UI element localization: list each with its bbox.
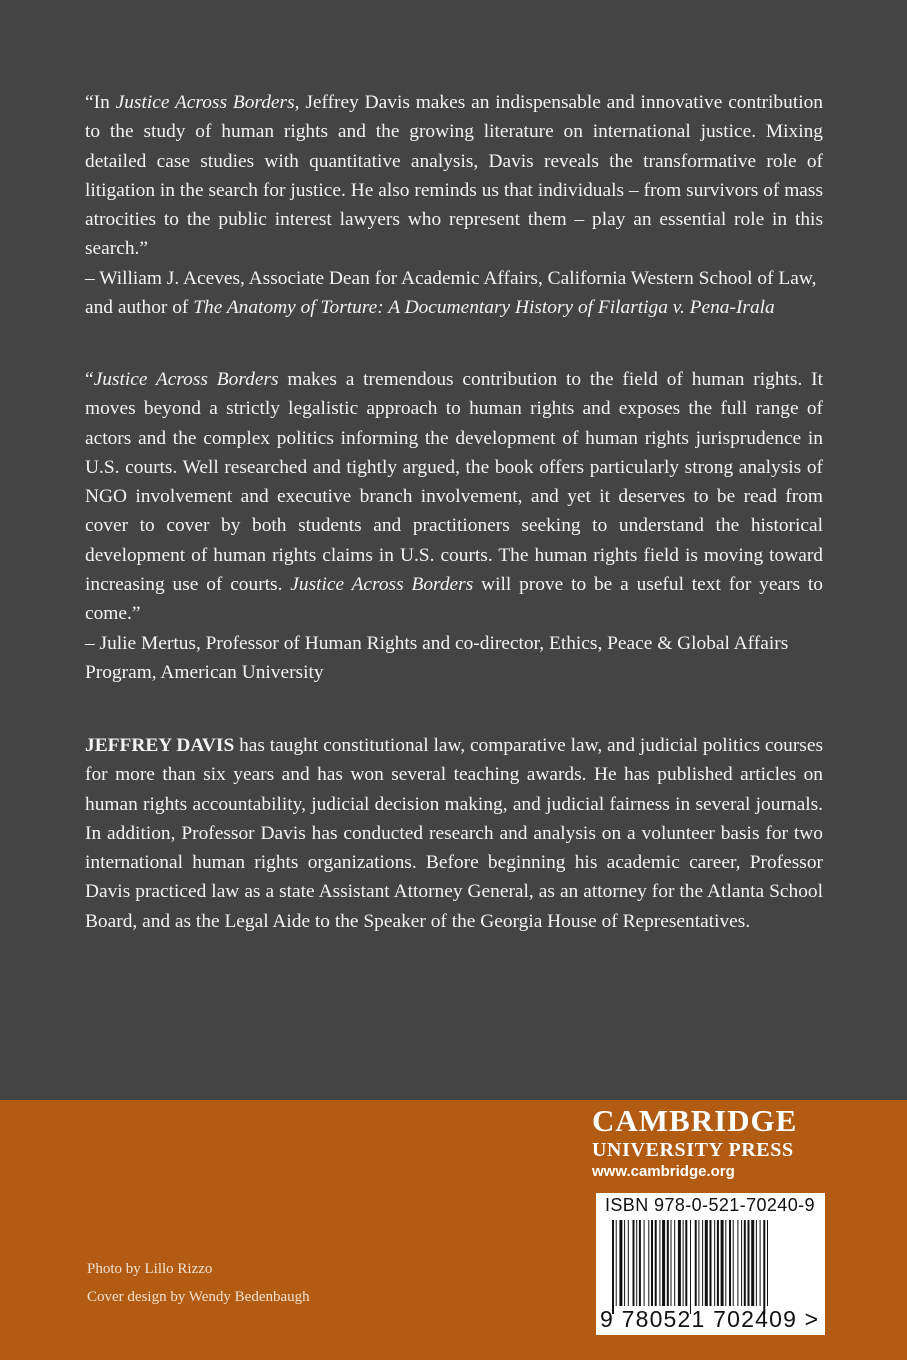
barcode-guard-bar [612, 1220, 614, 1314]
publisher-name: CAMBRIDGE [592, 1103, 798, 1138]
barcode-bar [624, 1220, 625, 1306]
barcode-bar [685, 1220, 687, 1306]
endorsement-quote-1 [85, 88, 823, 322]
barcode-bar [705, 1220, 708, 1306]
barcode-bar [639, 1220, 641, 1306]
barcode-bar [756, 1220, 757, 1306]
barcode-bar [674, 1220, 675, 1306]
barcode-bar [748, 1220, 750, 1306]
barcode-bar [678, 1220, 681, 1306]
author-bio-body: has taught constitutional law, comparative law, and judicial politics courses for more than six years and has won several teaching awards. He has published articles on human rights accountability, judicial decision making, and judicial fairness in several journals. In addition, Professor Davis has conducted research and analysis on a volunteer basis for two international human rights organizations. Before beginning his academic career, Professor Davis practiced law as a state Assistant Attorney General, as an attorney for the Atlanta School Board, and as the Legal Aide to the Speaker of the Georgia House of Representatives. [85, 735, 823, 932]
barcode-bar [683, 1220, 684, 1306]
isbn-barcode [596, 1193, 825, 1335]
quote-2-book-title-2: Justice Across Borders [290, 574, 474, 596]
barcode-bar [695, 1220, 697, 1306]
quote-1-attribution: – William J. Aceves, Associate Dean for Academic Affairs, California Western School of Law, and author of The Anatomy of Torture: A Documentary History of Filartiga v. Pena-Irala [85, 267, 817, 319]
author-name: JEFFREY DAVIS [85, 735, 235, 756]
barcode-bar [633, 1220, 635, 1306]
barcode-bar [741, 1220, 742, 1306]
barcode-bar [659, 1220, 660, 1306]
barcode-guard-bar [690, 1220, 691, 1314]
quote-2-body: makes a tremendous contribution to the field of human rights. It moves beyond a strictly legalistic approach to human rights and exposes the full range of actors and the complex politics informing the development of human rights jurisprudence in U.S. courts. Well researched and tightly argued, the book offers particularly strong analysis of NGO involvement and executive branch involvement, and yet it deserves to be read from cover to cover by both students and practitioners seeking to understand the historical development of human rights claims in U.S. courts. The human rights field is moving toward increasing use of courts. [85, 369, 823, 596]
quote-2-text: “Justice Across Borders makes a tremendous contribution to the field of human rights. It moves beyond a strictly legalistic approach to human rights and exposes the full range of actors and the complex politics informing the development of human rights jurisprudence in U.S. courts. Well researched and tightly argued, the book offers particularly strong analysis of NGO involvement and executive branch involvement, and yet it deserves to be read from cover to cover by both students and practitioners seeking to understand the historical development of human rights claims in U.S. courts. The human rights field is moving toward increasing use of courts. Justice Across Borders will prove to be a useful text for years to come.” [85, 369, 823, 625]
publisher-logo [592, 1103, 824, 1183]
barcode-bar [698, 1220, 699, 1306]
design-credit: Cover design by Wendy Bedenbaugh [87, 1289, 310, 1305]
quote-2-book-title: Justice Across Borders [93, 369, 279, 390]
barcode-bar [751, 1220, 754, 1306]
barcode-bar [737, 1220, 738, 1306]
barcode-bar [648, 1220, 649, 1306]
barcode-bar [721, 1220, 724, 1306]
barcode-bar [733, 1220, 734, 1306]
barcode-guard-bar [763, 1220, 765, 1314]
barcode-bar [767, 1220, 768, 1306]
publisher-url: www.cambridge.org [592, 1163, 735, 1180]
endorsement-quote-2 [85, 365, 823, 687]
barcode-bar [725, 1220, 726, 1306]
barcode-bar [702, 1220, 703, 1306]
barcode-bar [628, 1220, 629, 1306]
barcode-bar [662, 1220, 665, 1306]
isbn-label: ISBN 978-0-521-70240-9 [605, 1195, 815, 1215]
barcode-bar [710, 1220, 712, 1306]
barcode-bar [619, 1220, 622, 1306]
barcode-bar [655, 1220, 657, 1306]
author-bio-text [85, 731, 823, 936]
barcode-bar [744, 1220, 746, 1306]
barcode-bar [760, 1220, 761, 1306]
ean-digits: 9 780521 702409 > [600, 1306, 820, 1332]
author-bio [85, 731, 823, 936]
barcode-bar [644, 1220, 645, 1306]
barcode-bar [714, 1220, 715, 1306]
quote-2-attribution: – Julie Mertus, Professor of Human Rights and co-director, Ethics, Peace & Global Affairs Program, American University [85, 632, 789, 683]
barcode-bar [616, 1220, 617, 1306]
quote-1-attribution-title: The Anatomy of Torture: A Documentary History of Filartiga v. Pena-Irala [193, 297, 775, 319]
barcode-bar [671, 1220, 672, 1306]
barcode-bar [636, 1220, 637, 1306]
barcode-bar [667, 1220, 669, 1306]
quote-2-body-2: will prove to be a useful text for years to come.” [85, 574, 823, 625]
barcode-bar [651, 1220, 653, 1306]
cover-credits [87, 1255, 310, 1311]
quote-1-text: “In Justice Across Borders, Jeffrey Davis makes an indispensable and innovative contribution to the study of human rights and the growing literature on international justice. Mixing detailed case studies with quantitative analysis, Davis reveals the transformative role of litigation in the search for justice. He also reminds us that individuals – from survivors of mass atrocities to the public interest lawyers who represent them – play an essential role in this search.” [85, 92, 823, 260]
barcode-bar [717, 1220, 719, 1306]
quote-1-book-title: Justice Across Borders [115, 92, 295, 113]
photo-credit: Photo by Lillo Rizzo [87, 1261, 213, 1277]
publisher-subtitle: UNIVERSITY PRESS [592, 1139, 794, 1161]
barcode-bar [729, 1220, 731, 1306]
quote-1-body: , Jeffrey Davis makes an indispensable and innovative contribution to the study of human rights and the growing literature on international justice. Mixing detailed case studies with quantitative analysis, Davis reveals the transformative role of litigation in the search for justice. He also reminds us that individuals – from survivors of mass atrocities to the public interest lawyers who represent them – play an essential role in this search.” [85, 92, 823, 260]
